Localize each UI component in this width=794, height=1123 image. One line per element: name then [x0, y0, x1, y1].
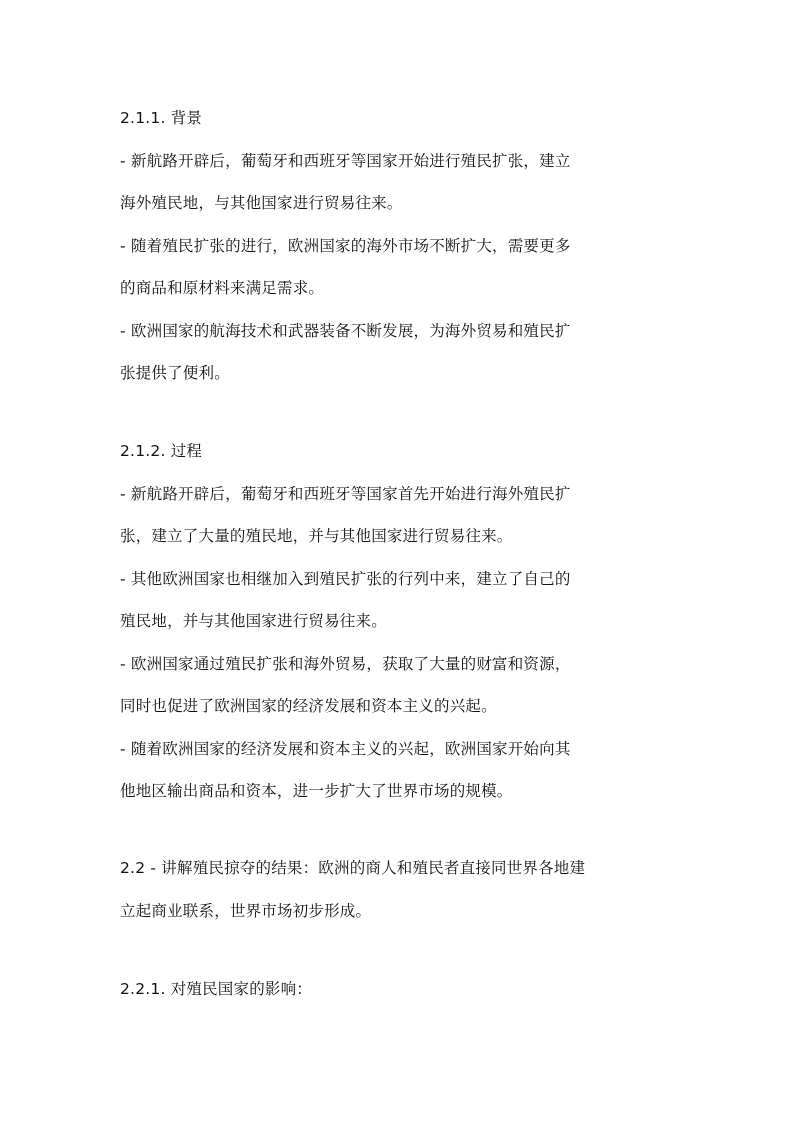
- paragraph-line: 海外殖民地，与其他国家进行贸易往来。: [120, 194, 403, 212]
- paragraph-line: - 新航路开辟后，葡萄牙和西班牙等国家开始进行殖民扩张，建立: [120, 152, 571, 170]
- paragraph-line: 的商品和原材料来满足需求。: [120, 279, 325, 297]
- paragraph-line: - 随着殖民扩张的进行，欧洲国家的海外市场不断扩大，需要更多: [120, 237, 571, 255]
- paragraph-line: - 新航路开辟后，葡萄牙和西班牙等国家首先开始进行海外殖民扩: [120, 485, 571, 503]
- paragraph-line: 张，建立了大量的殖民地，并与其他国家进行贸易往来。: [120, 527, 513, 545]
- section-heading-background: 2.1.1. 背景: [120, 109, 203, 127]
- paragraph-line: 他地区输出商品和资本，进一步扩大了世界市场的规模。: [120, 782, 513, 800]
- paragraph-line: - 其他欧洲国家也相继加入到殖民扩张的行列中来，建立了自己的: [120, 570, 571, 588]
- section-heading-process: 2.1.2. 过程: [120, 442, 203, 460]
- paragraph-line: 立起商业联系，世界市场初步形成。: [120, 902, 372, 920]
- paragraph-line: - 欧洲国家的航海技术和武器装备不断发展，为海外贸易和殖民扩: [120, 322, 571, 340]
- section-heading-impact: 2.2.1. 对殖民国家的影响：: [120, 980, 312, 998]
- paragraph-line: 张提供了便利。: [120, 364, 230, 382]
- paragraph-line: - 欧洲国家通过殖民扩张和海外贸易，获取了大量的财富和资源，: [120, 655, 571, 673]
- paragraph-line: 2.2 - 讲解殖民掠夺的结果：欧洲的商人和殖民者直接同世界各地建: [120, 859, 586, 877]
- paragraph-line: 殖民地，并与其他国家进行贸易往来。: [120, 612, 387, 630]
- paragraph-line: 同时也促进了欧洲国家的经济发展和资本主义的兴起。: [120, 697, 497, 715]
- paragraph-line: - 随着欧洲国家的经济发展和资本主义的兴起，欧洲国家开始向其: [120, 740, 571, 758]
